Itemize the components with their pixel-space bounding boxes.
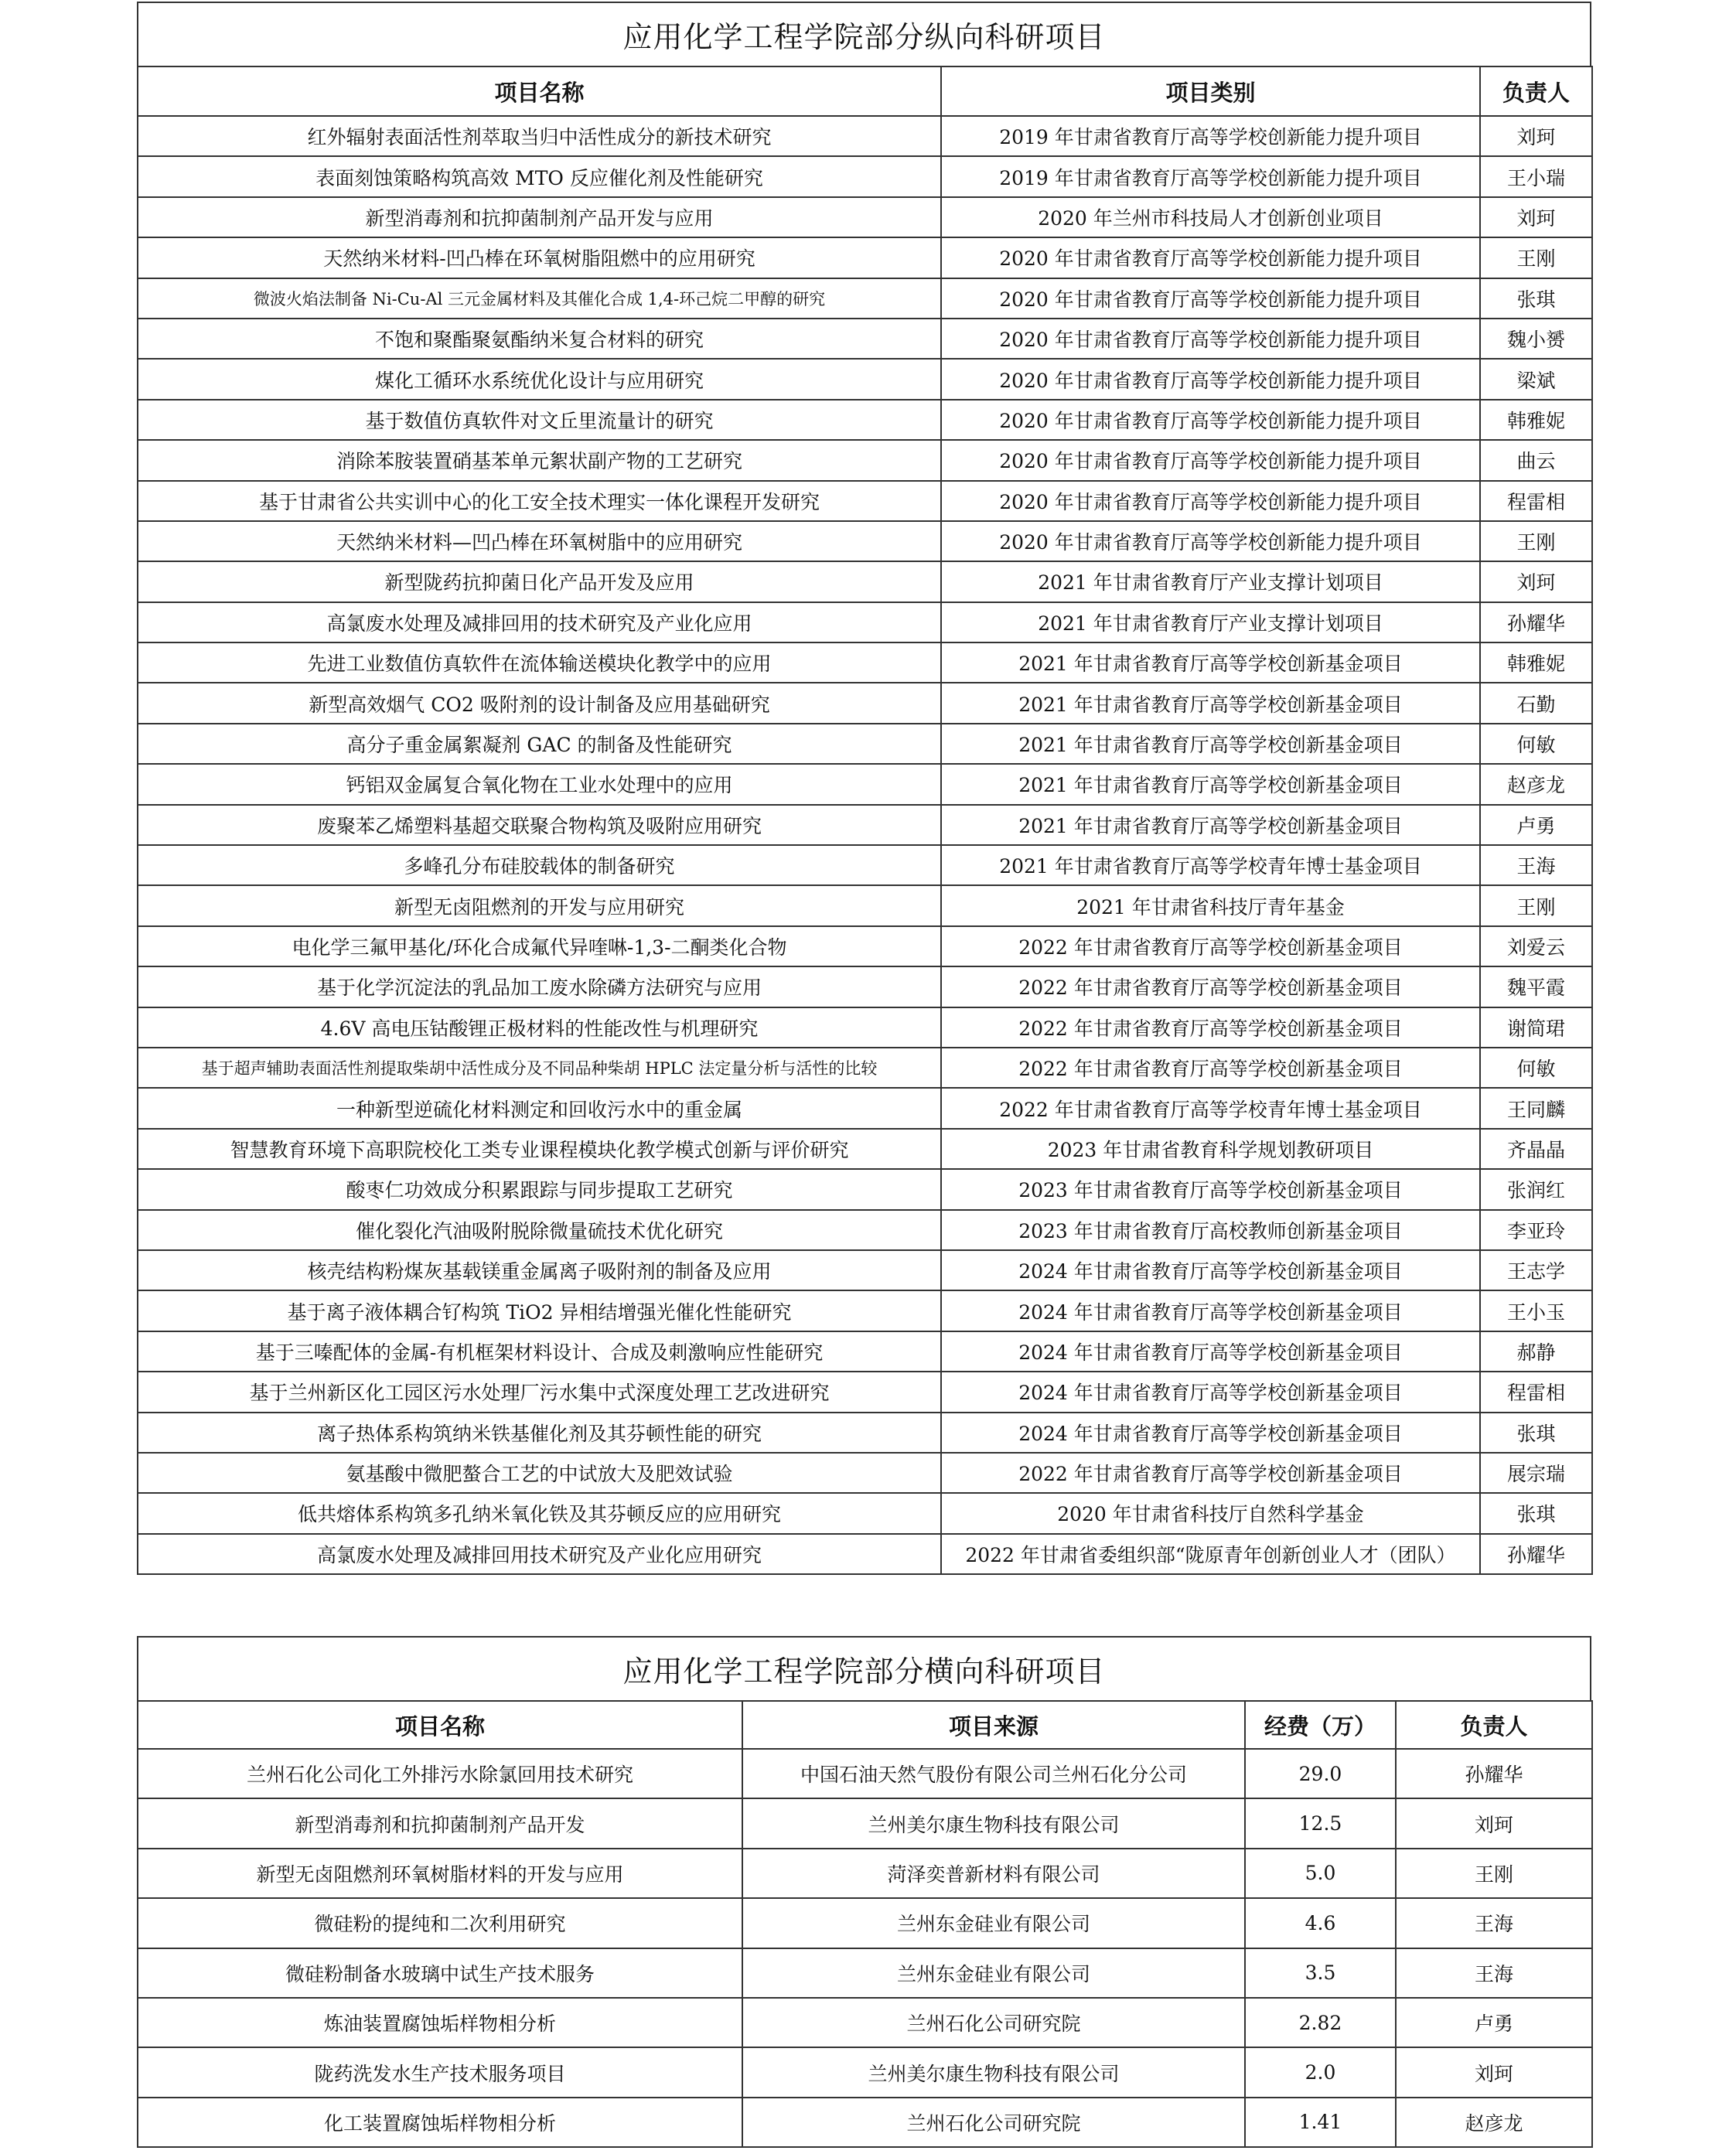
cell-project-category: 2020 年甘肃省教育厅高等学校创新能力提升项目 [941,319,1480,359]
cell-leader: 孙耀华 [1396,1749,1592,1798]
table-row [138,1250,1592,1290]
table-row [138,116,1592,156]
table-row [138,400,1592,440]
horizontal-projects-section [137,1636,1591,2148]
cell-project-name: 高氯废水处理及减排回用技术研究及产业化应用研究 [138,1534,941,1574]
cell-funding: 1.41 [1245,2098,1396,2147]
cell-funding: 29.0 [1245,1749,1396,1798]
cell-leader: 赵彦龙 [1480,764,1592,804]
table-row [138,1331,1592,1372]
cell-leader: 刘珂 [1480,561,1592,602]
cell-project-category: 2019 年甘肃省教育厅高等学校创新能力提升项目 [941,156,1480,196]
cell-project-category: 2023 年甘肃省教育厅高校教师创新基金项目 [941,1210,1480,1250]
header-funding: 经费（万） [1245,1701,1396,1749]
cell-leader: 张琪 [1480,1493,1592,1533]
cell-project-category: 2021 年甘肃省教育厅高等学校青年博士基金项目 [941,845,1480,885]
horizontal-projects-table [137,1700,1593,2148]
cell-project-category: 2023 年甘肃省教育厅高等学校创新基金项目 [941,1169,1480,1209]
table-row [138,1290,1592,1331]
table-row [138,1453,1592,1493]
table-row [138,885,1592,925]
cell-project-category: 2020 年甘肃省教育厅高等学校创新能力提升项目 [941,440,1480,480]
cell-leader: 王刚 [1396,1849,1592,1898]
cell-leader: 程雷相 [1480,481,1592,521]
table-row [138,237,1592,278]
header-project-name: 项目名称 [138,66,941,116]
table-row [138,1998,1592,2047]
table-row [138,966,1592,1007]
cell-project-name: 新型无卤阻燃剂环氧树脂材料的开发与应用 [138,1849,742,1898]
cell-project-name: 消除苯胺装置硝基苯单元絮状副产物的工艺研究 [138,440,941,480]
cell-project-name: 高氯废水处理及减排回用的技术研究及产业化应用 [138,602,941,642]
vertical-projects-section [137,2,1591,1575]
cell-project-category: 2021 年甘肃省科技厅青年基金 [941,885,1480,925]
cell-project-category: 2024 年甘肃省教育厅高等学校创新基金项目 [941,1331,1480,1372]
table-row [138,724,1592,764]
table-header-row [138,1701,1592,1749]
cell-leader: 卢勇 [1396,1998,1592,2047]
cell-project-name: 酸枣仁功效成分积累跟踪与同步提取工艺研究 [138,1169,941,1209]
vertical-projects-title: 应用化学工程学院部分纵向科研项目 [137,2,1591,66]
cell-leader: 齐晶晶 [1480,1129,1592,1169]
cell-project-category: 2024 年甘肃省教育厅高等学校创新基金项目 [941,1290,1480,1331]
cell-leader: 赵彦龙 [1396,2098,1592,2147]
cell-leader: 曲云 [1480,440,1592,480]
cell-project-category: 2020 年甘肃省教育厅高等学校创新能力提升项目 [941,481,1480,521]
cell-leader: 刘爱云 [1480,926,1592,966]
cell-project-name: 新型消毒剂和抗抑菌制剂产品开发 [138,1798,742,1848]
table-row [138,1372,1592,1412]
table-row [138,156,1592,196]
table-row [138,1849,1592,1898]
cell-project-name: 表面刻蚀策略构筑高效 MTO 反应催化剂及性能研究 [138,156,941,196]
cell-funding: 4.6 [1245,1898,1396,1948]
cell-funding: 12.5 [1245,1798,1396,1848]
cell-project-category: 2022 年甘肃省教育厅高等学校青年博士基金项目 [941,1088,1480,1128]
header-project-source: 项目来源 [742,1701,1245,1749]
table-row [138,278,1592,319]
cell-project-category: 2022 年甘肃省教育厅高等学校创新基金项目 [941,1453,1480,1493]
cell-project-name: 基于三嗪配体的金属-有机框架材料设计、合成及刺激响应性能研究 [138,1331,941,1372]
cell-project-source: 兰州东金硅业有限公司 [742,1948,1245,1998]
header-leader: 负责人 [1480,66,1592,116]
cell-project-name: 电化学三氟甲基化/环化合成氟代异喹啉-1,3-二酮类化合物 [138,926,941,966]
table-row [138,1088,1592,1128]
cell-leader: 谢简珺 [1480,1007,1592,1048]
table-row [138,1210,1592,1250]
table-row [138,359,1592,399]
cell-project-name: 炼油装置腐蚀垢样物相分析 [138,1998,742,2047]
table-row [138,561,1592,602]
cell-project-name: 不饱和聚酯聚氨酯纳米复合材料的研究 [138,319,941,359]
cell-project-category: 2021 年甘肃省教育厅高等学校创新基金项目 [941,764,1480,804]
cell-funding: 5.0 [1245,1849,1396,1898]
table-row [138,1169,1592,1209]
cell-project-category: 2021 年甘肃省教育厅高等学校创新基金项目 [941,642,1480,683]
cell-project-category: 2020 年甘肃省教育厅高等学校创新能力提升项目 [941,521,1480,561]
table-row [138,1948,1592,1998]
cell-leader: 何敏 [1480,1048,1592,1088]
table-row [138,1898,1592,1948]
cell-leader: 孙耀华 [1480,1534,1592,1574]
table-row [138,1798,1592,1848]
cell-project-name: 微波火焰法制备 Ni-Cu-Al 三元金属材料及其催化合成 1,4-环己烷二甲醇的研究 [138,278,941,319]
cell-project-source: 兰州石化公司研究院 [742,1998,1245,2047]
cell-project-category: 2024 年甘肃省教育厅高等学校创新基金项目 [941,1372,1480,1412]
table-row [138,845,1592,885]
table-row [138,481,1592,521]
cell-project-category: 2022 年甘肃省教育厅高等学校创新基金项目 [941,1007,1480,1048]
header-project-category: 项目类别 [941,66,1480,116]
cell-leader: 郝静 [1480,1331,1592,1372]
cell-project-name: 离子热体系构筑纳米铁基催化剂及其芬顿性能的研究 [138,1413,941,1453]
cell-project-category: 2020 年甘肃省教育厅高等学校创新能力提升项目 [941,400,1480,440]
cell-project-name: 天然纳米材料—凹凸棒在环氧树脂中的应用研究 [138,521,941,561]
cell-project-source: 兰州美尔康生物科技有限公司 [742,2047,1245,2097]
table-row [138,1048,1592,1088]
cell-project-name: 钙铝双金属复合氧化物在工业水处理中的应用 [138,764,941,804]
table-row [138,1493,1592,1533]
cell-project-name: 催化裂化汽油吸附脱除微量硫技术优化研究 [138,1210,941,1250]
table-row [138,602,1592,642]
cell-leader: 魏小赟 [1480,319,1592,359]
cell-leader: 魏平霞 [1480,966,1592,1007]
cell-leader: 刘珂 [1396,1798,1592,1848]
table-row [138,197,1592,237]
cell-funding: 3.5 [1245,1948,1396,1998]
table-row [138,319,1592,359]
cell-leader: 王志学 [1480,1250,1592,1290]
cell-project-name: 新型无卤阻燃剂的开发与应用研究 [138,885,941,925]
cell-project-name: 微硅粉制备水玻璃中试生产技术服务 [138,1948,742,1998]
cell-project-category: 2021 年甘肃省教育厅产业支撑计划项目 [941,561,1480,602]
cell-project-category: 2019 年甘肃省教育厅高等学校创新能力提升项目 [941,116,1480,156]
table-row [138,521,1592,561]
cell-project-name: 低共熔体系构筑多孔纳米氧化铁及其芬顿反应的应用研究 [138,1493,941,1533]
cell-project-name: 智慧教育环境下高职院校化工类专业课程模块化教学模式创新与评价研究 [138,1129,941,1169]
cell-project-category: 2024 年甘肃省教育厅高等学校创新基金项目 [941,1413,1480,1453]
cell-project-name: 一种新型逆硫化材料测定和回收污水中的重金属 [138,1088,941,1128]
cell-funding: 2.0 [1245,2047,1396,2097]
cell-project-source: 兰州东金硅业有限公司 [742,1898,1245,1948]
cell-project-name: 新型消毒剂和抗抑菌制剂产品开发与应用 [138,197,941,237]
cell-project-name: 多峰孔分布硅胶载体的制备研究 [138,845,941,885]
cell-project-name: 陇药洗发水生产技术服务项目 [138,2047,742,2097]
cell-project-name: 氨基酸中微肥螯合工艺的中试放大及肥效试验 [138,1453,941,1493]
cell-project-category: 2020 年甘肃省教育厅高等学校创新能力提升项目 [941,278,1480,319]
table-row [138,1007,1592,1048]
table-row [138,1129,1592,1169]
cell-leader: 卢勇 [1480,805,1592,845]
cell-project-category: 2022 年甘肃省委组织部“陇原青年创新创业人才（团队） [941,1534,1480,1574]
cell-project-name: 化工装置腐蚀垢样物相分析 [138,2098,742,2147]
table-header-row [138,66,1592,116]
cell-project-name: 高分子重金属絮凝剂 GAC 的制备及性能研究 [138,724,941,764]
table-row [138,683,1592,723]
cell-leader: 刘珂 [1396,2047,1592,2097]
table-row [138,1413,1592,1453]
cell-leader: 王海 [1480,845,1592,885]
cell-leader: 王海 [1396,1948,1592,1998]
cell-project-source: 中国石油天然气股份有限公司兰州石化分公司 [742,1749,1245,1798]
cell-project-name: 基于数值仿真软件对文丘里流量计的研究 [138,400,941,440]
cell-project-name: 微硅粉的提纯和二次利用研究 [138,1898,742,1948]
cell-project-source: 兰州美尔康生物科技有限公司 [742,1798,1245,1848]
table-row [138,2098,1592,2147]
cell-project-category: 2021 年甘肃省教育厅高等学校创新基金项目 [941,724,1480,764]
cell-leader: 王海 [1396,1898,1592,1948]
cell-project-category: 2020 年甘肃省教育厅高等学校创新能力提升项目 [941,359,1480,399]
table-row [138,805,1592,845]
cell-project-category: 2022 年甘肃省教育厅高等学校创新基金项目 [941,1048,1480,1088]
cell-project-category: 2020 年兰州市科技局人才创新创业项目 [941,197,1480,237]
cell-leader: 王同麟 [1480,1088,1592,1128]
cell-leader: 孙耀华 [1480,602,1592,642]
cell-leader: 王刚 [1480,885,1592,925]
cell-leader: 梁斌 [1480,359,1592,399]
cell-leader: 王小瑞 [1480,156,1592,196]
cell-project-name: 4.6V 高电压钴酸锂正极材料的性能改性与机理研究 [138,1007,941,1048]
table-row [138,440,1592,480]
table-row [138,2047,1592,2097]
cell-project-category: 2024 年甘肃省教育厅高等学校创新基金项目 [941,1250,1480,1290]
cell-leader: 韩雅妮 [1480,642,1592,683]
cell-leader: 张润红 [1480,1169,1592,1209]
horizontal-projects-title: 应用化学工程学院部分横向科研项目 [137,1636,1591,1700]
cell-project-name: 红外辐射表面活性剂萃取当归中活性成分的新技术研究 [138,116,941,156]
cell-leader: 刘珂 [1480,197,1592,237]
cell-project-name: 基于离子液体耦合钌构筑 TiO2 异相结增强光催化性能研究 [138,1290,941,1331]
table-row [138,1749,1592,1798]
cell-project-category: 2021 年甘肃省教育厅高等学校创新基金项目 [941,805,1480,845]
cell-leader: 张琪 [1480,278,1592,319]
cell-project-name: 基于甘肃省公共实训中心的化工安全技术理实一体化课程开发研究 [138,481,941,521]
cell-project-category: 2021 年甘肃省教育厅高等学校创新基金项目 [941,683,1480,723]
cell-project-name: 先进工业数值仿真软件在流体输送模块化教学中的应用 [138,642,941,683]
cell-project-category: 2020 年甘肃省科技厅自然科学基金 [941,1493,1480,1533]
cell-project-name: 核壳结构粉煤灰基载镁重金属离子吸附剂的制备及应用 [138,1250,941,1290]
header-leader: 负责人 [1396,1701,1592,1749]
cell-leader: 韩雅妮 [1480,400,1592,440]
cell-project-name: 基于超声辅助表面活性剂提取柴胡中活性成分及不同品种柴胡 HPLC 法定量分析与活性的比较 [138,1048,941,1088]
cell-leader: 石勤 [1480,683,1592,723]
cell-project-category: 2020 年甘肃省教育厅高等学校创新能力提升项目 [941,237,1480,278]
cell-project-name: 基于化学沉淀法的乳品加工废水除磷方法研究与应用 [138,966,941,1007]
cell-project-source: 兰州石化公司研究院 [742,2098,1245,2147]
cell-project-name: 基于兰州新区化工园区污水处理厂污水集中式深度处理工艺改进研究 [138,1372,941,1412]
cell-leader: 王刚 [1480,521,1592,561]
cell-project-name: 新型陇药抗抑菌日化产品开发及应用 [138,561,941,602]
cell-project-category: 2022 年甘肃省教育厅高等学校创新基金项目 [941,966,1480,1007]
cell-project-name: 煤化工循环水系统优化设计与应用研究 [138,359,941,399]
cell-leader: 李亚玲 [1480,1210,1592,1250]
cell-project-category: 2022 年甘肃省教育厅高等学校创新基金项目 [941,926,1480,966]
cell-project-name: 兰州石化公司化工外排污水除氯回用技术研究 [138,1749,742,1798]
cell-project-source: 菏泽奕普新材料有限公司 [742,1849,1245,1898]
cell-funding: 2.82 [1245,1998,1396,2047]
cell-leader: 王小玉 [1480,1290,1592,1331]
table-row [138,642,1592,683]
cell-leader: 何敏 [1480,724,1592,764]
cell-leader: 张琪 [1480,1413,1592,1453]
cell-project-name: 废聚苯乙烯塑料基超交联聚合物构筑及吸附应用研究 [138,805,941,845]
table-row [138,926,1592,966]
cell-project-name: 天然纳米材料-凹凸棒在环氧树脂阻燃中的应用研究 [138,237,941,278]
cell-leader: 展宗瑞 [1480,1453,1592,1493]
cell-leader: 刘珂 [1480,116,1592,156]
cell-project-name: 新型高效烟气 CO2 吸附剂的设计制备及应用基础研究 [138,683,941,723]
header-project-name: 项目名称 [138,1701,742,1749]
cell-project-category: 2021 年甘肃省教育厅产业支撑计划项目 [941,602,1480,642]
cell-project-category: 2023 年甘肃省教育科学规划教研项目 [941,1129,1480,1169]
cell-leader: 王刚 [1480,237,1592,278]
table-row [138,1534,1592,1574]
vertical-projects-table [137,66,1593,1575]
table-row [138,764,1592,804]
cell-leader: 程雷相 [1480,1372,1592,1412]
